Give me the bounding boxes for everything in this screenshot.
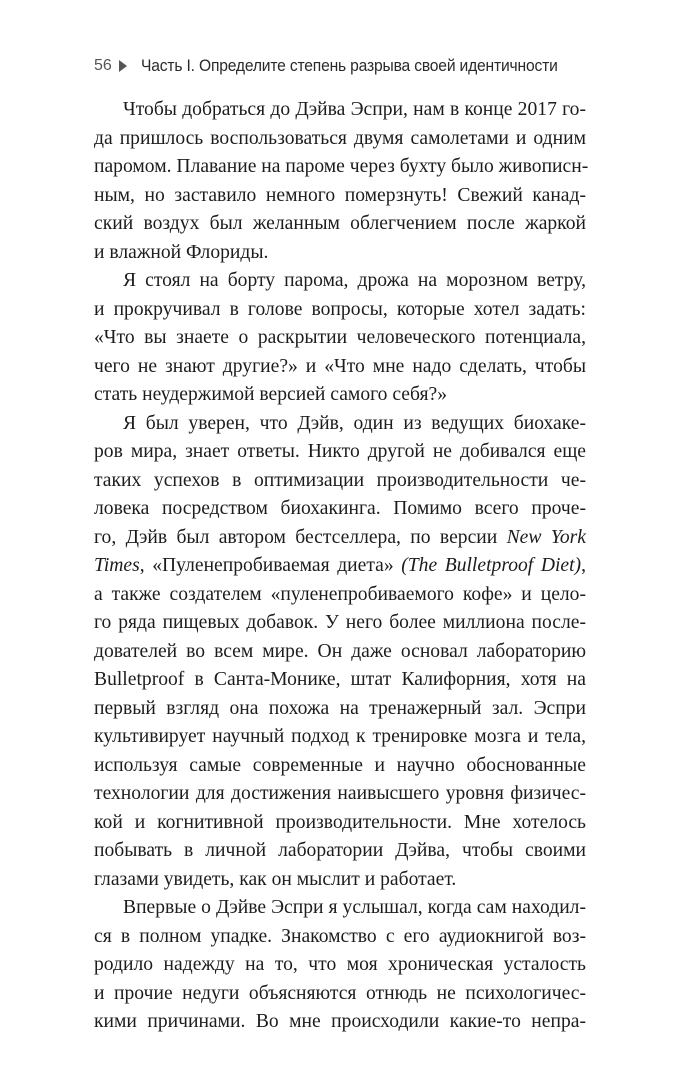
text-line: Я был уверен, что Дэйв, один из ведущих биохаке-	[123, 412, 586, 434]
text-line-with-italic	[94, 524, 586, 553]
text-line: побывать в личной лаборатории Дэйва, чтобы своими	[94, 840, 586, 861]
text-line: кой и когнитивной производительности. Мне хотелось	[94, 811, 586, 833]
chapter-header-title: Часть I. Определите степень разрыва своей идентичности	[141, 56, 558, 75]
triangle-marker-icon	[119, 60, 127, 72]
text-line-with-italic	[94, 552, 586, 581]
text-line: используя самые современные и научно обоснованные	[94, 754, 586, 776]
text-line: чего не знают другие?» и «Что мне надо сделать, чтобы	[94, 355, 586, 377]
text-line: Я стоял на борту парома, дрожа на морозном ветру,	[123, 270, 586, 291]
text-line: и прочие недуги объясняются отнюдь не психологичес-	[94, 982, 586, 1004]
paragraph-2	[94, 267, 586, 410]
paragraph-3	[94, 410, 586, 895]
text-run: Times, «Пуленепробиваемая диета» (The Bulletproof Diet),	[94, 555, 586, 576]
paragraph-1	[94, 96, 589, 267]
text-line: глазами увидеть, как он мыслит и работает.	[94, 868, 457, 890]
text-line: культивирует научный подход к тренировке мозга и тела,	[94, 726, 586, 747]
text-line: го ряда пищевых добавок. У него более миллиона после-	[94, 612, 586, 633]
text-line: стать неудержимой версией самого себя?»	[94, 384, 447, 405]
text-line: да пришлось воспользоваться двумя самолетами и одним	[94, 127, 586, 149]
running-head	[94, 52, 594, 80]
text-line: технологии для достижения наивысшего уровня физичес-	[94, 783, 586, 804]
text-line: ский воздух был желанным облегчением после жаркой	[94, 213, 586, 234]
italic-phrase: New York	[506, 526, 587, 548]
text-line: таких успехов в оптимизации производительности че-	[94, 469, 586, 491]
text-line: и влажной Флориды.	[94, 241, 269, 263]
text-line: Впервые о Дэйве Эспри я услышал, когда сам находил-	[123, 897, 586, 918]
italic-phrase: Times	[94, 555, 140, 576]
text-line: родило надежду на то, что моя хроническая усталость	[94, 954, 586, 975]
text-line: ным, но заставило немного померзнуть! Свежий канад-	[94, 184, 586, 206]
text-line: паромом. Плавание на пароме через бухту было живописн-	[94, 156, 589, 177]
text-line: первый взгляд она похожа на тренажерный зал. Эспри	[94, 697, 586, 719]
text-line: Чтобы добраться до Дэйва Эспри, нам в конце 2017 го-	[123, 99, 586, 120]
text-line: ловека посредством биохакинга. Помимо всего проче-	[94, 498, 586, 519]
text-line: а также создателем «пуленепробиваемого кофе» и цело-	[94, 583, 586, 605]
page-number: 56	[94, 57, 112, 74]
text-line: дователей во всем мире. Он даже основал лабораторию	[94, 640, 586, 662]
text-line: кими причинами. Во мне происходили какие-то непра-	[94, 1011, 586, 1032]
body-text	[94, 96, 589, 1037]
italic-phrase: (The Bulletproof Diet)	[401, 555, 582, 576]
text-run: го, Дэйв был автором бестселлера, по версии New York	[94, 526, 587, 548]
text-line: Bulletproof в Санта-Монике, штат Калифорния, хотя на	[94, 669, 586, 690]
text-line: ров мира, знает ответы. Никто другой не добивался еще	[94, 441, 586, 462]
paragraph-4	[94, 894, 586, 1037]
text-line: «Что вы знаете о раскрытии человеческого потенциала,	[94, 327, 586, 348]
text-line: ся в полном упадке. Знакомство с его аудиокнигой воз-	[94, 925, 586, 947]
text-line: и прокручивал в голове вопросы, которые хотел задать:	[94, 298, 586, 320]
